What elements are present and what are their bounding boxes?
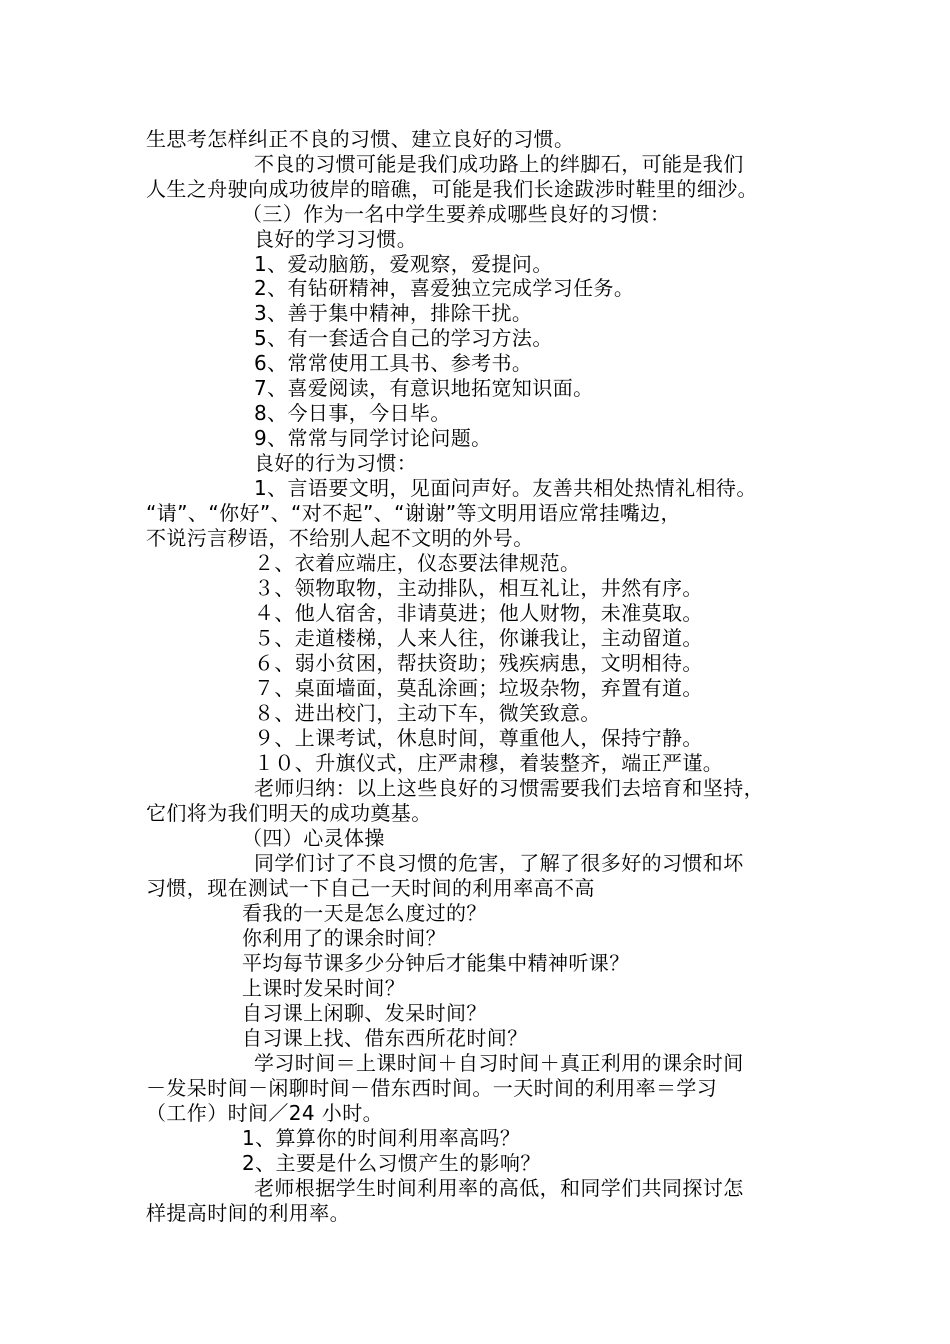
list-item: ７、桌面墙面，莫乱涂画；垃圾杂物，弃置有道。 <box>254 676 703 700</box>
list-item: ５、走道楼梯，人来人往，你谦我让，主动留道。 <box>254 626 703 650</box>
paragraph-line: 老师归纳：以上这些良好的习惯需要我们去培育和坚持， <box>254 776 764 800</box>
formula-line: －发呆时间－闲聊时间－借东西时间。一天时间的利用率＝学习 <box>146 1076 718 1100</box>
paragraph-line: 人生之舟驶向成功彼岸的暗礁，可能是我们长途跋涉时鞋里的细沙。 <box>146 177 758 201</box>
list-item: ４、他人宿舍，非请莫进；他人财物，未准莫取。 <box>254 601 703 625</box>
section-heading: （三）作为一名中学生要养成哪些良好的习惯： <box>242 202 671 226</box>
subheading: 良好的学习习惯。 <box>254 227 418 251</box>
list-item: ６、弱小贫困，帮扶资助；残疾病患，文明相待。 <box>254 651 703 675</box>
question-line: 看我的一天是怎么度过的？ <box>242 901 487 925</box>
paragraph-line: 老师根据学生时间利用率的高低，和同学们共同探讨怎 <box>254 1176 744 1200</box>
formula-line: （工作）时间／24 小时。 <box>146 1101 384 1125</box>
list-item: 2、有钻研精神，喜爱独立完成学习任务。 <box>254 276 635 300</box>
list-item: 8、今日事，今日毕。 <box>254 401 451 425</box>
paragraph-line: 不说污言秽语，不给别人起不文明的外号。 <box>146 526 534 550</box>
paragraph-line: 它们将为我们明天的成功奠基。 <box>146 801 432 825</box>
question-line: 1、算算你的时间利用率高吗？ <box>242 1126 521 1150</box>
list-item: １０、升旗仪式，庄严肃穆，着装整齐，端正严谨。 <box>254 751 724 775</box>
subheading: 良好的行为习惯： <box>254 451 418 475</box>
formula-line: 学习时间＝上课时间＋自习时间＋真正利用的课余时间 <box>254 1051 744 1075</box>
list-item: ８、进出校门，主动下车，微笑致意。 <box>254 701 601 725</box>
question-line: 平均每节课多少分钟后才能集中精神听课？ <box>242 951 630 975</box>
paragraph-line: 生思考怎样纠正不良的习惯、建立良好的习惯。 <box>146 127 575 151</box>
paragraph-line: “请”、“你好”、“对不起”、“谢谢”等文明用语应常挂嘴边， <box>146 501 681 525</box>
paragraph-line: 同学们讨了不良习惯的危害，了解了很多好的习惯和坏 <box>254 851 744 875</box>
paragraph-line: 不良的习惯可能是我们成功路上的绊脚石，可能是我们 <box>254 152 744 176</box>
list-item: ３、领物取物，主动排队，相互礼让，井然有序。 <box>254 576 703 600</box>
list-item: ２、衣着应端庄，仪态要法律规范。 <box>254 551 581 575</box>
list-item: 1、言语要文明，见面问声好。友善共相处热情礼相待。 <box>254 476 757 500</box>
list-item: 5、有一套适合自己的学习方法。 <box>254 326 553 350</box>
list-item: 7、喜爱阅读，有意识地拓宽知识面。 <box>254 376 594 400</box>
paragraph-line: 样提高时间的利用率。 <box>146 1201 350 1225</box>
question-line: 2、主要是什么习惯产生的影响？ <box>242 1151 541 1175</box>
section-heading: （四）心灵体操 <box>242 826 385 850</box>
list-item: 6、常常使用工具书、参考书。 <box>254 351 533 375</box>
list-item: 1、爱动脑筋，爱观察，爱提问。 <box>254 252 553 276</box>
question-line: 你利用了的课余时间？ <box>242 926 446 950</box>
list-item: 3、善于集中精神，排除干扰。 <box>254 301 533 325</box>
paragraph-line: 习惯，现在测试一下自己一天时间的利用率高不高 <box>146 876 595 900</box>
list-item: 9、常常与同学讨论问题。 <box>254 426 492 450</box>
question-line: 自习课上找、借东西所花时间？ <box>242 1026 528 1050</box>
question-line: 上课时发呆时间？ <box>242 976 406 1000</box>
question-line: 自习课上闲聊、发呆时间？ <box>242 1001 487 1025</box>
list-item: ９、上课考试，休息时间，尊重他人，保持宁静。 <box>254 726 703 750</box>
